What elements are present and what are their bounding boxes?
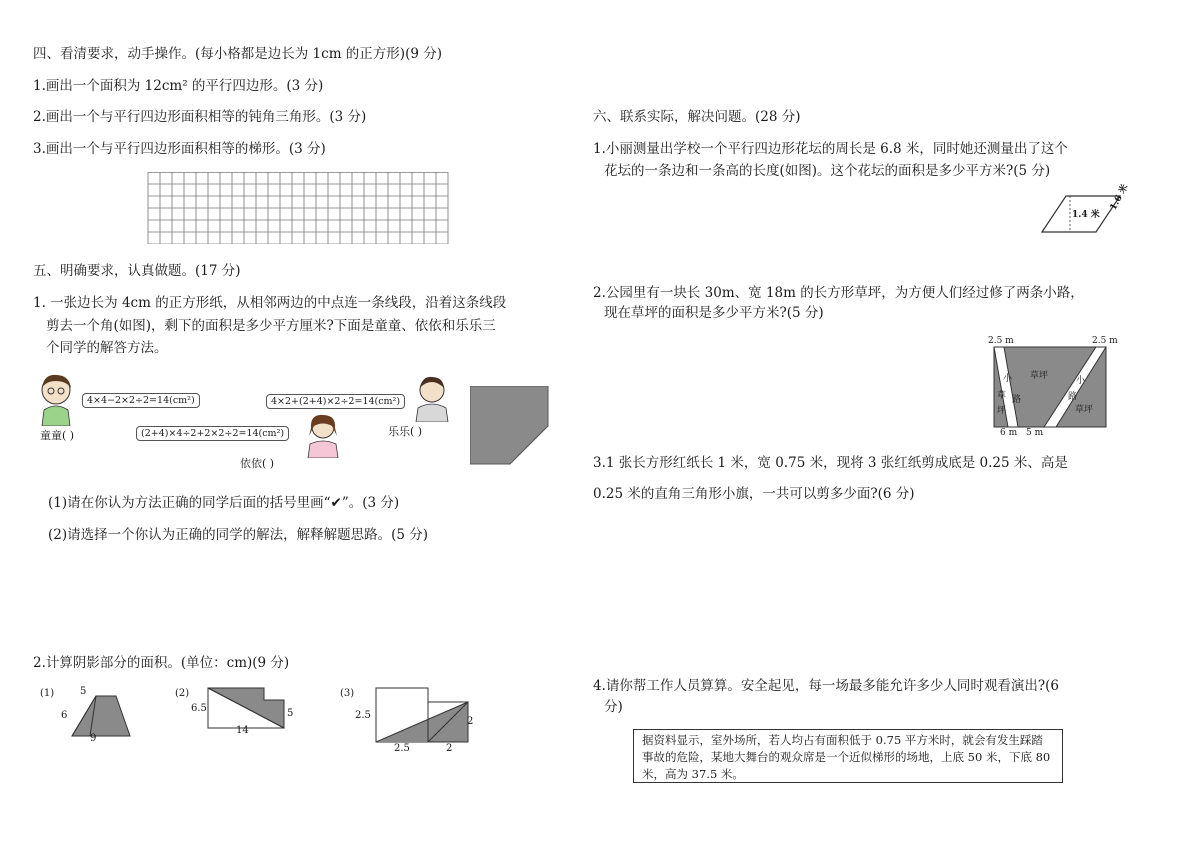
park-grass-left-1: 草: [997, 391, 1007, 401]
park-grass-top: 草坪: [1030, 371, 1049, 381]
section5-sub1: (1)请在你认为方法正确的同学后面的括号里画“✔”。(3 分): [48, 495, 400, 511]
section6-q1-line2: 花坛的一条边和一条高的长度(如图)。这个花坛的面积是多少平方米?(5 分): [604, 163, 1051, 179]
fig1-shape: [70, 690, 132, 738]
section6-q4-line1: 4.请你帮工作人员算算。安全起见，每一场最多能允许多少人同时观看演出?(6: [593, 678, 1059, 694]
section4-title: 四、看清要求，动手操作。(每小格都是边长为 1cm 的正方形)(9 分): [33, 46, 442, 62]
park-path-left-1: 小: [1003, 374, 1013, 384]
tongtong-bubble: 4×4−2×2÷2=14(cm²): [82, 393, 200, 408]
fig2-label: (2): [175, 688, 190, 699]
park-top-left: 2.5 m: [988, 336, 1014, 346]
fig3-left: 2.5: [355, 710, 371, 721]
fig1-label: (1): [40, 688, 55, 699]
fig3-bottom-left: 2.5: [394, 743, 410, 754]
park-path-right-2: 路: [1068, 392, 1078, 402]
parallelogram-height: 1.4 米: [1072, 210, 1100, 220]
drawing-grid[interactable]: [147, 172, 449, 248]
section6-q2-line1: 2.公园里有一块长 30m、宽 18m 的长方形草坪，为方便人们经过修了两条小路，: [593, 285, 1084, 301]
section4-q3: 3.画出一个与平行四边形面积相等的梯形。(3 分): [33, 141, 326, 157]
park-top-right: 2.5 m: [1092, 336, 1118, 346]
parallelogram-side: 1.6 米: [1108, 182, 1131, 213]
section5-q1-line3: 个同学的解答方法。: [46, 340, 168, 356]
fig1-top: 5: [80, 686, 87, 697]
fig2-right: 5: [287, 708, 294, 719]
park-path-right-1: 小: [1076, 376, 1086, 386]
park-bottom-left: 6 m: [1000, 428, 1018, 438]
section5-title: 五、明确要求，认真做题。(17 分): [33, 263, 241, 279]
fig3-right: 2: [467, 716, 474, 727]
park-path-left-2: 路: [1012, 395, 1022, 405]
tongtong-name: 童童( ): [40, 429, 75, 442]
section6-q1-line1: 1.小丽测量出学校一个平行四边形花坛的周长是 6.8 米，同时她还测量出了这个: [593, 141, 1068, 157]
info-note-box: 据资料显示，室外场所，若人均占有面积低于 0.75 平方米时，就会有发生踩踏事故的危险，某地大舞台的观众席是一个近似梯形的场地，上底 50 米，下底 80 米，高为 37.5 米。: [633, 729, 1063, 783]
fig1-bottom: 9: [90, 733, 97, 744]
cut-square-figure: [470, 386, 550, 466]
section6-q3-line2: 0.25 米的直角三角形小旗，一共可以剪多少面?(6 分): [593, 486, 915, 502]
section6-title: 六、联系实际，解决问题。(28 分): [593, 109, 801, 125]
fig2-bottom: 14: [236, 725, 249, 736]
lele-bubble: 4×2+(2+4)×2÷2=14(cm²): [266, 394, 405, 409]
section5-q1-line2: 剪去一个角(如图)，剩下的面积是多少平方厘米?下面是童童、依依和乐乐三: [46, 318, 496, 334]
yiyi-bubble: (2+4)×4÷2+2×2÷2=14(cm²): [136, 426, 289, 441]
fig3-bottom-right: 2: [446, 743, 453, 754]
fig2-shape: [206, 686, 286, 730]
yiyi-name: 依依( ): [240, 457, 275, 470]
yiyi-avatar: [304, 412, 342, 458]
fig3-label: (3): [340, 688, 355, 699]
section6-q2-line2: 现在草坪的面积是多少平方米?(5 分): [604, 305, 824, 321]
section5-q2: 2.计算阴影部分的面积。(单位：cm)(9 分): [33, 655, 290, 671]
section4-q2: 2.画出一个与平行四边形面积相等的钝角三角形。(3 分): [33, 109, 367, 125]
section4-q1: 1.画出一个面积为 12cm² 的平行四边形。(3 分): [33, 78, 324, 94]
park-bottom-mid: 5 m: [1026, 428, 1044, 438]
lele-avatar: [412, 374, 452, 422]
section6-q3-line1: 3.1 张长方形红纸长 1 米，宽 0.75 米，现将 3 张红纸剪成底是 0.25 米、高是: [593, 455, 1068, 471]
park-grass-right: 草坪: [1075, 405, 1094, 415]
park-grass-left-2: 坪: [997, 406, 1007, 416]
section5-sub2: (2)请选择一个你认为正确的同学的解法，解释解题思路。(5 分): [48, 527, 429, 543]
tongtong-avatar: [36, 372, 80, 426]
fig3-shape: [374, 686, 470, 744]
fig2-left: 6.5: [191, 703, 207, 714]
fig1-left: 6: [61, 710, 68, 721]
section5-q1-line1: 1. 一张边长为 4cm 的正方形纸，从相邻两边的中点连一条线段，沿着这条线段: [33, 295, 507, 311]
park-figure: [990, 345, 1110, 431]
lele-name: 乐乐( ): [388, 425, 423, 438]
section6-q4-line2: 分): [604, 699, 623, 715]
